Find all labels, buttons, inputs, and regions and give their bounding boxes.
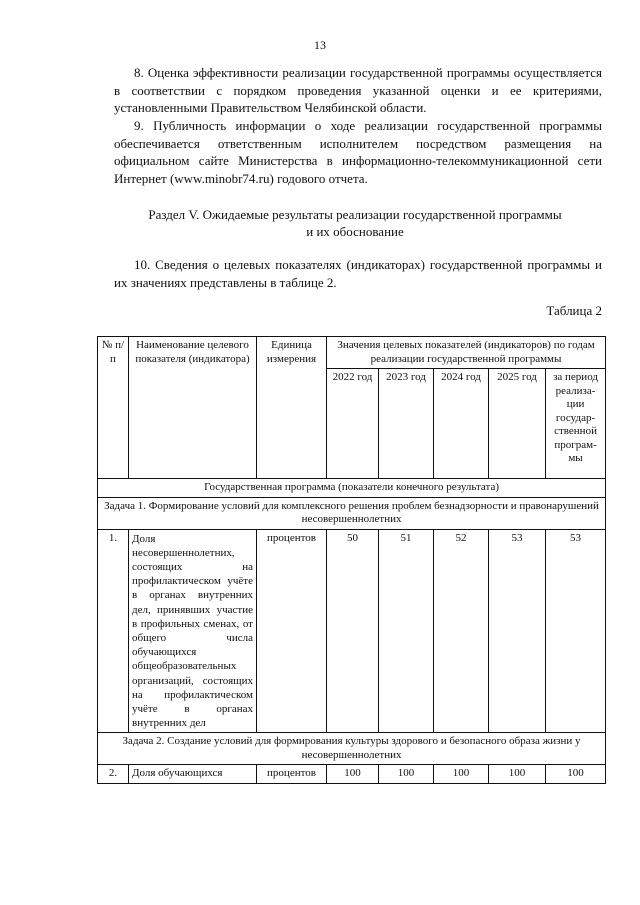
section-title-line-2: и их обоснование xyxy=(306,224,404,239)
row-1-value-2022: 50 xyxy=(327,529,379,733)
row-1-value-2023: 51 xyxy=(379,529,434,733)
row-2-unit: процентов xyxy=(257,765,327,784)
table-header-row-1 xyxy=(98,337,606,369)
row-2-name: Доля обучающихся xyxy=(129,765,257,784)
indicators-table xyxy=(97,336,606,784)
header-period: за период реализа-ции государ-ственной програм-мы xyxy=(546,369,606,479)
paragraph-9: 9. Публичность информации о ходе реализации государственной программы обеспечивается ответственным исполнителем посредством размещения на официальном сайте Министерства в информационно-телекоммуникационной сети Интернет (www.minobr74.ru) годового отчета. xyxy=(114,118,602,186)
header-name: Наименование целевого показателя (индикатора) xyxy=(129,337,257,479)
page-number: 13 xyxy=(314,38,326,52)
task-1-label: Задача 1. Формирование условий для комплексного решения проблем безнадзорности и правонарушений несовершеннолетних xyxy=(98,497,606,529)
row-2-value-period: 100 xyxy=(546,765,606,784)
task-2-label: Задача 2. Создание условий для формирования культуры здорового и безопасного образа жизни у несовершеннолетних xyxy=(98,733,606,765)
header-year-2022: 2022 год xyxy=(327,369,379,479)
row-1-name: Доля несовершеннолетних, состоящих на профилактическом учёте в органах внутренних дел, принявших участие в профильных сменах, от общего числа обучающихся общеобразовательных организаций, состоящих на профилактическом учёте в органах внутренних дел xyxy=(129,529,257,733)
row-1-unit: процентов xyxy=(257,529,327,733)
program-row-label: Государственная программа (показатели конечного результата) xyxy=(98,479,606,498)
row-2-value-2024: 100 xyxy=(434,765,489,784)
paragraph-10: 10. Сведения о целевых показателях (индикаторах) государственной программы и их значениях представлены в таблице 2. xyxy=(114,257,602,290)
row-2-value-2023: 100 xyxy=(379,765,434,784)
row-1-value-period: 53 xyxy=(546,529,606,733)
paragraph-8: 8. Оценка эффективности реализации государственной программы осуществляется в соответствии с порядком проведения указанной оценки и ее критериями, установленными Правительством Челябинской области. xyxy=(114,65,602,115)
table-row xyxy=(98,765,606,784)
table-label: Таблица 2 xyxy=(546,303,602,318)
header-year-2025: 2025 год xyxy=(489,369,546,479)
program-row xyxy=(98,479,606,498)
header-year-2023: 2023 год xyxy=(379,369,434,479)
task-1-row xyxy=(98,497,606,529)
row-2-num: 2. xyxy=(98,765,129,784)
row-2-value-2022: 100 xyxy=(327,765,379,784)
header-num: № п/п xyxy=(98,337,129,479)
row-1-value-2024: 52 xyxy=(434,529,489,733)
header-year-2024: 2024 год xyxy=(434,369,489,479)
header-unit: Единица измерения xyxy=(257,337,327,479)
row-1-num: 1. xyxy=(98,529,129,733)
table-row xyxy=(98,529,606,733)
row-2-value-2025: 100 xyxy=(489,765,546,784)
section-title-line-1: Раздел V. Ожидаемые результаты реализации государственной программы xyxy=(148,207,562,222)
row-1-value-2025: 53 xyxy=(489,529,546,733)
header-values-group: Значения целевых показателей (индикаторов) по годам реализации государственной программы xyxy=(327,337,606,369)
task-2-row xyxy=(98,733,606,765)
